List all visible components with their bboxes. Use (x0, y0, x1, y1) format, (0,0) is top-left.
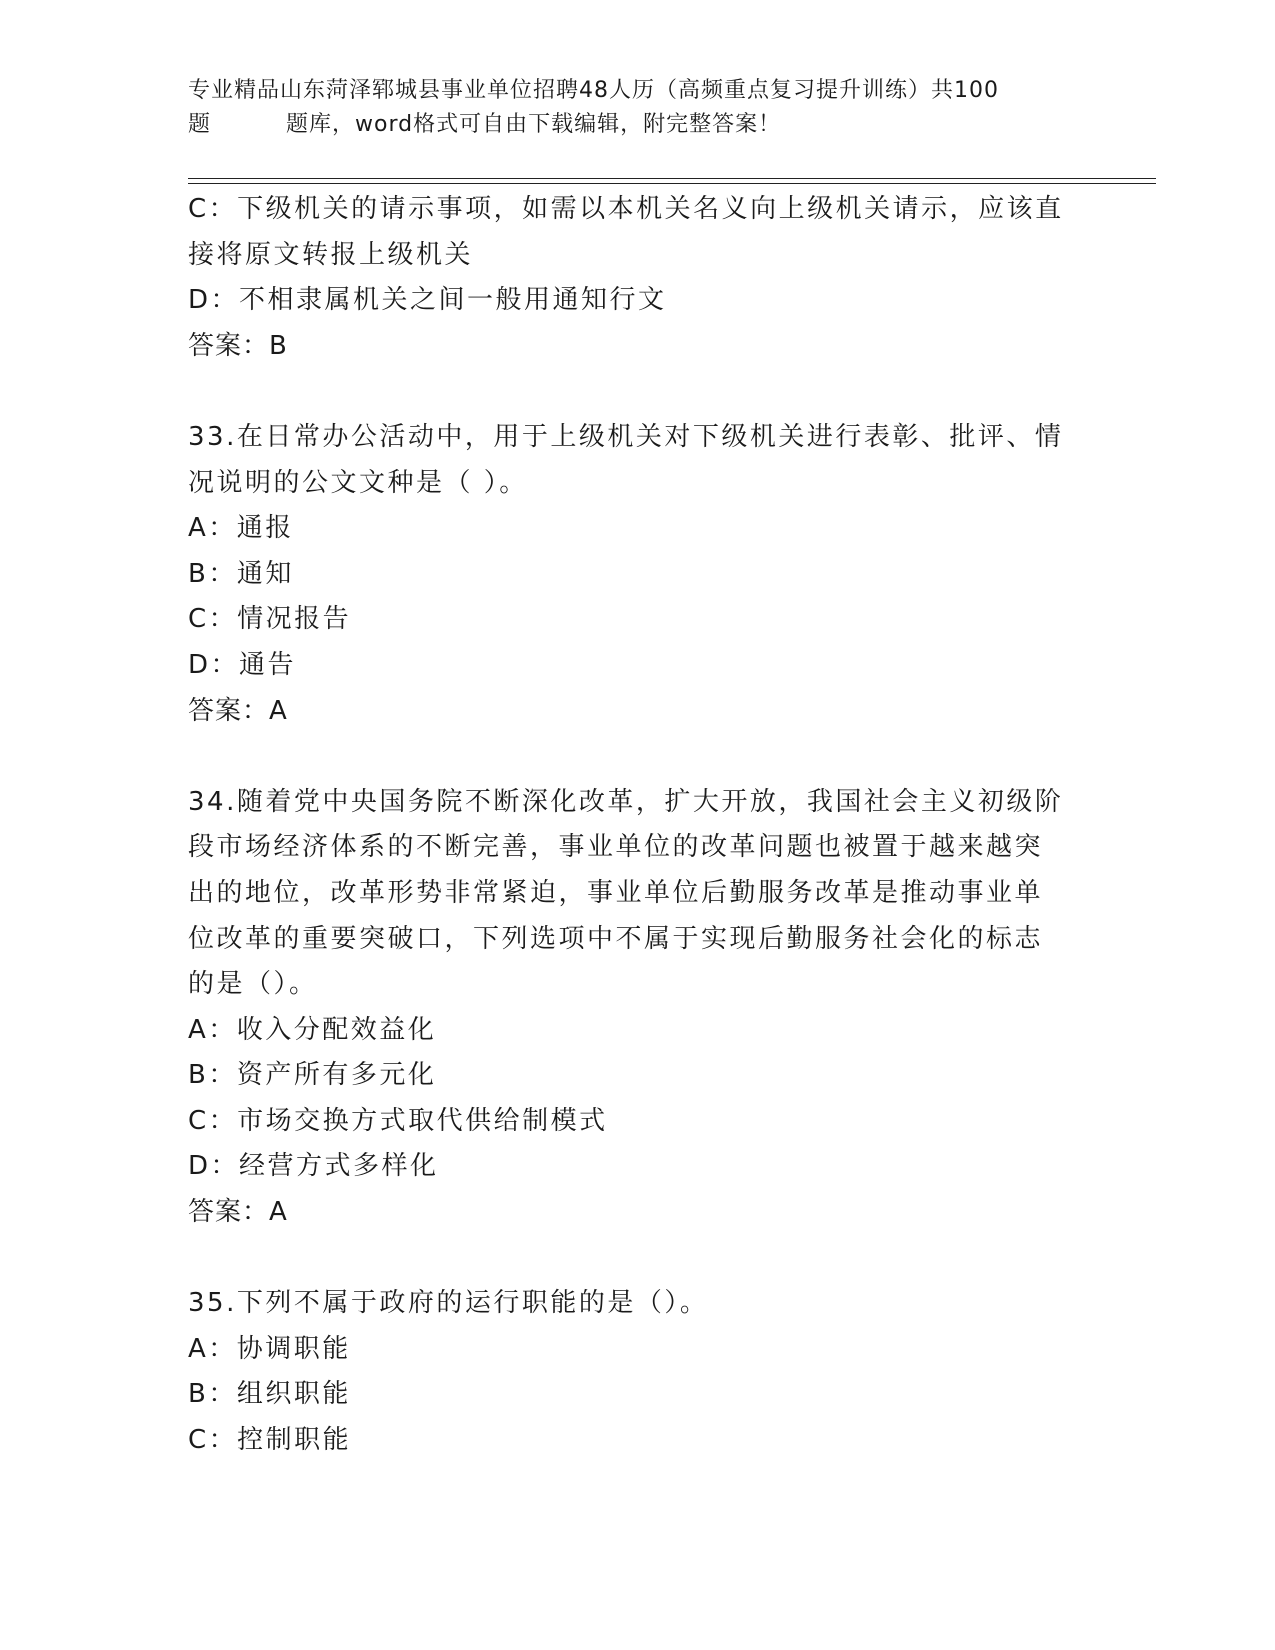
question-text: 的是（）。 (188, 969, 318, 1000)
answer-line: 答案：A (188, 1197, 288, 1228)
header-divider-bottom (188, 183, 1156, 184)
option-b: B：资产所有多元化 (188, 1060, 437, 1091)
header-title-text: 专业精品山东菏泽郓城县事业单位招聘48人历（高频重点复习提升训练）共100 (188, 78, 999, 103)
header-title-wrap: 题 (188, 112, 212, 137)
option-d: D：不相隶属机关之间一般用通知行文 (188, 285, 667, 316)
header-line-2 (188, 108, 1068, 142)
header-subtitle-text: 题库，word格式可自由下载编辑，附完整答案！ (286, 112, 782, 137)
answer-line: 答案：B (188, 330, 288, 361)
option-c: C：情况报告 (188, 604, 352, 635)
option-d: D：经营方式多样化 (188, 1151, 439, 1182)
header-divider-top (188, 178, 1156, 179)
spacer (188, 734, 1088, 780)
header-line-1 (188, 74, 1068, 108)
question-block-35 (188, 1281, 1088, 1463)
question-text: 况说明的公文文种是（ ）。 (188, 467, 528, 498)
option-c: C：下级机关的请示事项，如需以本机关名义向上级机关请示，应该直 (188, 194, 1064, 224)
option-b: B：组织职能 (188, 1379, 351, 1410)
option-a: A：通报 (188, 513, 294, 544)
question-block-34 (188, 780, 1088, 1236)
question-text: 段市场经济体系的不断完善，事业单位的改革问题也被置于越来越突 (188, 832, 1044, 863)
option-d: D：通告 (188, 649, 297, 680)
option-c-continued: 接将原文转报上级机关 (188, 239, 474, 270)
question-text: 35.下列不属于政府的运行职能的是（）。 (188, 1288, 709, 1319)
option-a: A：协调职能 (188, 1333, 351, 1364)
answer-line: 答案：A (188, 695, 288, 726)
question-text: 出的地位，改革形势非常紧迫，事业单位后勤服务改革是推动事业单 (188, 877, 1044, 908)
question-text: 34.随着党中央国务院不断深化改革，扩大开放，我国社会主义初级阶 (188, 786, 1064, 817)
spacer (188, 1236, 1088, 1282)
question-block-33 (188, 415, 1088, 734)
question-text: 位改革的重要突破口，下列选项中不属于实现后勤服务社会化的标志 (188, 923, 1044, 954)
option-a: A：收入分配效益化 (188, 1014, 437, 1045)
option-c: C：控制职能 (188, 1425, 352, 1456)
spacer (188, 369, 1088, 415)
option-c: C：市场交换方式取代供给制模式 (188, 1105, 608, 1136)
question-content (188, 187, 1088, 1464)
question-text: 33.在日常办公活动中，用于上级机关对下级机关进行表彰、批评、情 (188, 421, 1064, 452)
option-b: B：通知 (188, 558, 294, 589)
page-header (188, 74, 1068, 142)
question-block-32 (188, 187, 1088, 369)
